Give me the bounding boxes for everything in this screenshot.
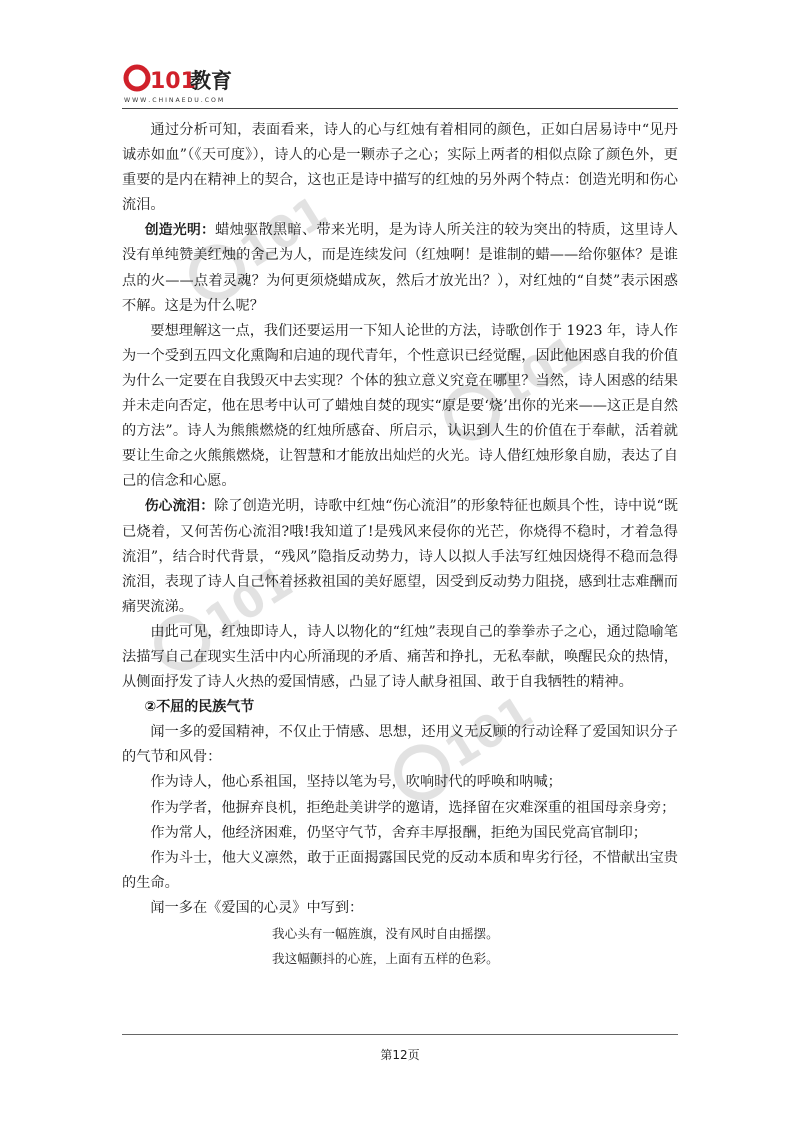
poem-line-2: 我这幅颤抖的心旌，上面有五样的色彩。 [272, 951, 499, 966]
logo-url: W W W . C H I N A E D U . C O M [124, 97, 224, 104]
brand-logo [122, 62, 272, 106]
header-divider [122, 108, 678, 109]
paragraph-create-light-body: 蜡烛驱散黑暗、带来光明，是为诗人所关注的较为突出的特质，这里诗人没有单纯赞美红烛的舍己为人，而是连续发问（红烛啊！是谁制的蜡——给你躯体？是谁点的火——点着灵魂？为何更须烧蜡成灰，然后才放光出？），对红烛的“自焚”表示困惑不解。这是为什么呢？ [122, 222, 678, 314]
lead-tears: 伤心流泪： [144, 498, 215, 515]
paragraph-context: 要想理解这一点，我们还要运用一下知人论世的方法，诗歌创作于 1923 年，诗人作为一个受到五四文化熏陶和启迪的现代青年，个性意识已经觉醒，因此他困惑自我的价值为什么一定要在自我毁灭中去实现？个体的独立意义究竟在哪里？当然，诗人困惑的结果并未走向否定，他在思考中认可了蜡烛自焚的现实“原是要‘烧’出你的光来——这正是自然的方法”。诗人为熊熊燃烧的红烛所感奋、所启示，认识到人生的价值在于奉献，活着就要让生命之火熊熊燃烧，让智慧和才能放出灿烂的火光。诗人借红烛形象自励，表达了自己的信念和心愿。 [122, 322, 678, 490]
watermark-logo-text: 101 [231, 186, 337, 279]
page-header [122, 62, 682, 110]
logo-ring-icon [126, 67, 148, 89]
paragraph-scholar: 作为学者，他摒弃良机，拒绝赴美讲学的邀请，选择留在灾难深重的祖国母亲身旁； [150, 799, 676, 816]
paragraph-quote-intro: 闻一多在《爱国的心灵》中写到： [150, 899, 364, 916]
watermark-logo-text: 101 [196, 556, 302, 649]
paragraph-spirit: 闻一多的爱国精神，不仅止于情感、思想，还用义无反顾的行动诠释了爱国知识分子的气节和风骨： [122, 724, 678, 766]
document-body [122, 118, 678, 971]
paragraph-ordinary: 作为常人，他经济困难，仍坚守气节，舍弃丰厚报酬，拒绝为国民党高官制印； [150, 824, 647, 841]
section-heading: ②不屈的民族气节 [144, 699, 255, 716]
paragraph-analysis: 通过分析可知，表面看来，诗人的心与红烛有着相同的颜色，正如白居易诗中“见丹诚赤如血”（《天可度》），诗人的心是一颗赤子之心；实际上两者的相似点除了颜色外，更重要的是内在精神上的契合，这也正是诗中描写的红烛的另外两个特点：创造光明和伤心流泪。 [122, 122, 678, 214]
logo-chinese: 教育 [190, 69, 232, 93]
watermark-logo-text: 101 [436, 686, 542, 779]
paragraph-fighter: 作为斗士，他大义凛然，敢于正面揭露国民党的反动本质和卑劣行径，不惜献出宝贵的生命。 [122, 849, 678, 891]
paragraph-conclusion: 由此可见，红烛即诗人，诗人以物化的“红烛”表现自己的拳拳赤子之心，通过隐喻笔法描写自己在现实生活中内心所涌现的矛盾、痛苦和挣扎，无私奉献，唤醒民众的热情，从侧面抒发了诗人火热的爱国情感，凸显了诗人献身祖国、敢于自我牺牲的精神。 [122, 623, 678, 691]
lead-create-light: 创造光明： [144, 222, 216, 239]
poem-line-1: 我心头有一幅旌旗，没有风时自由摇摆。 [272, 926, 499, 941]
paragraph-poet: 作为诗人，他心系祖国，坚持以笔为号，吹响时代的呼唤和呐喊； [150, 774, 562, 791]
watermark-logo-text: 101 [486, 326, 592, 419]
footer-divider [122, 1034, 678, 1035]
paragraph-tears-body: 除了创造光明，诗歌中红烛“伤心流泪”的形象特征也颇具个性，诗中说“既已烧着，又何苦伤心流泪?哦!我知道了!是残风来侵你的光芒，你烧得不稳时，才着急得流泪”，结合时代背景，“残风”隐指反动势力，诗人以拟人手法写红烛因烧得不稳而急得流泪，表现了诗人自己怀着拯救祖国的美好愿望，因受到反动势力阻挠，感到壮志难酬而痛哭流涕。 [122, 498, 678, 615]
paragraph-tears [122, 494, 678, 619]
paragraph-create-light [122, 218, 678, 318]
page-number: 第12页 [380, 1048, 420, 1062]
logo-number: 101 [150, 69, 196, 94]
